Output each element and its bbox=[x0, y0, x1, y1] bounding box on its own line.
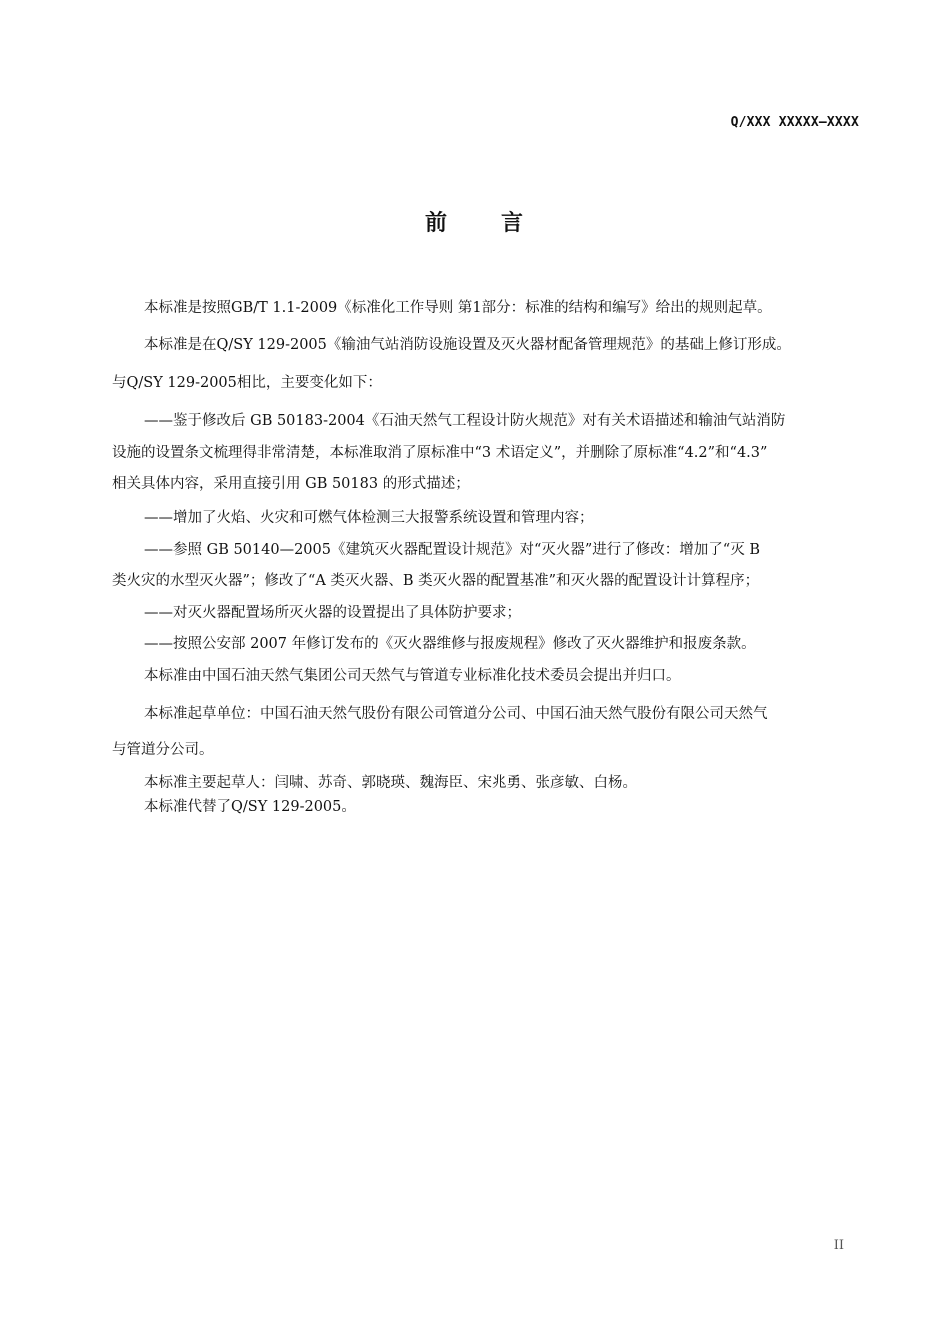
change-item-4: ——对灭火器配置场所灭火器的设置提出了具体防护要求； bbox=[144, 605, 521, 621]
change-item-5: ——按照公安部 2007 年修订发布的《灭火器维修与报废规程》修改了灭火器维护和报废条款。 bbox=[144, 636, 756, 652]
paragraph-drafting-units-cont: 与管道分公司。 bbox=[112, 742, 214, 758]
change-item-3-line2: 类火灾的水型灭火器”；修改了“A 类灭火器、B 类灭火器的配置基准”和灭火器的配置设计计算程序； bbox=[112, 573, 760, 589]
document-code: Q/XXX XXXXX—XXXX bbox=[730, 115, 859, 130]
paragraph-drafters: 本标准主要起草人：闫啸、苏奇、郭晓瑛、魏海臣、宋兆勇、张彦敏、白杨。 bbox=[144, 775, 637, 791]
paragraph-2: 本标准是在Q/SY 129-2005《输油气站消防设施设置及灭火器材配备管理规范》的基础上修订形成。 bbox=[144, 337, 791, 353]
change-item-1-line3: 相关具体内容，采用直接引用 GB 50183 的形式描述； bbox=[112, 476, 470, 492]
change-item-1-line2: 设施的设置条文梳理得非常清楚，本标准取消了原标准中“3 术语定义”，并删除了原标准“4.2”和“4.3” bbox=[112, 445, 768, 461]
title-char-1: 前 bbox=[424, 210, 449, 236]
page-title bbox=[0, 206, 950, 237]
paragraph-drafting-units: 本标准起草单位：中国石油天然气股份有限公司管道分公司、中国石油天然气股份有限公司天然气 bbox=[144, 706, 768, 722]
paragraph-replaces: 本标准代替了Q/SY 129-2005。 bbox=[144, 799, 356, 815]
change-item-1: ——鉴于修改后 GB 50183-2004《石油天然气工程设计防火规范》对有关术语描述和输油气站消防 bbox=[144, 413, 786, 429]
paragraph-2-cont: 与Q/SY 129-2005相比，主要变化如下： bbox=[112, 375, 382, 391]
change-item-3: ——参照 GB 50140—2005《建筑灭火器配置设计规范》对“灭火器”进行了修改：增加了“灭 B bbox=[144, 542, 760, 558]
paragraph-proposer: 本标准由中国石油天然气集团公司天然气与管道专业标准化技术委员会提出并归口。 bbox=[144, 668, 681, 684]
change-item-2: ——增加了火焰、火灾和可燃气体检测三大报警系统设置和管理内容； bbox=[144, 510, 594, 526]
title-char-2: 言 bbox=[501, 210, 526, 236]
page-number: II bbox=[833, 1238, 844, 1253]
paragraph-1: 本标准是按照GB/T 1.1-2009《标准化工作导则 第1部分：标准的结构和编写》给出的规则起草。 bbox=[144, 300, 772, 316]
